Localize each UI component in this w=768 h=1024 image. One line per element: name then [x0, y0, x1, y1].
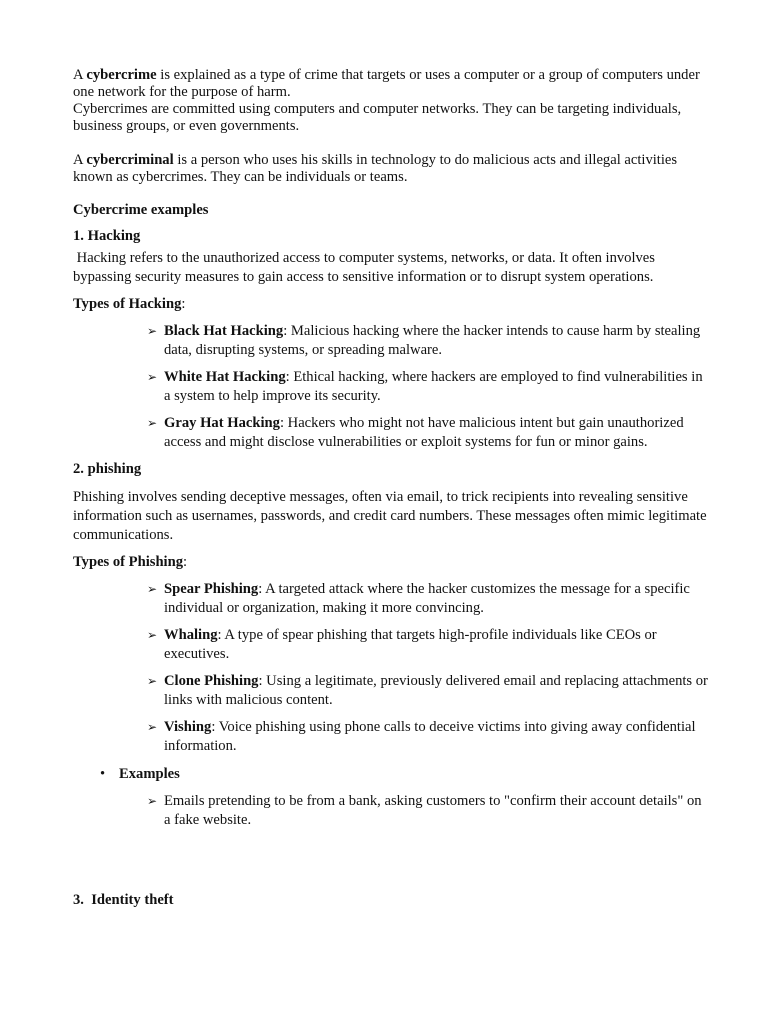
- phishing-types-label: [73, 553, 708, 572]
- list-item-term: White Hat Hacking: [164, 369, 286, 385]
- list-item: [147, 672, 708, 710]
- list-item-text: : A type of spear phishing that targets high-profile individuals like CEOs or executives.: [164, 627, 657, 662]
- list-item-term: Whaling: [164, 627, 218, 643]
- list-item-term: Gray Hat Hacking: [164, 415, 280, 431]
- hacking-types-label-text: Types of Hacking: [73, 296, 182, 312]
- list-item-term: Spear Phishing: [164, 581, 259, 597]
- phishing-types-colon: :: [183, 554, 188, 570]
- intro-p2-term: cybercriminal: [86, 152, 174, 168]
- list-item-term: Vishing: [164, 719, 212, 735]
- phishing-types-list: [73, 580, 708, 756]
- list-item-text: : Voice phishing using phone calls to deceive victims into giving away confidential information.: [164, 719, 696, 754]
- arrow-bullet-icon: ➢: [147, 324, 158, 338]
- phishing-description: Phishing involves sending deceptive messages, often via email, to trick recipients into revealing sensitive information such as usernames, passwords, and credit card numbers. These messages often mimic legitimate communications.: [73, 489, 707, 543]
- intro-p2-prefix: A: [73, 152, 87, 168]
- list-item: [147, 414, 708, 452]
- phishing-examples-list: [73, 792, 708, 830]
- intro-p1-term: cybercrime: [86, 67, 157, 83]
- examples-bullet-row: [73, 765, 708, 784]
- hacking-description: Hacking refers to the unauthorized access to computer systems, networks, or data. It often involves bypassing security measures to gain access to sensitive information or to disrupt system operations.: [73, 250, 659, 285]
- hacking-types-colon: :: [181, 296, 186, 312]
- intro-p1-rest: is explained as a type of crime that targets or uses a computer or a group of computers under one network for the purpose of harm.: [73, 67, 700, 100]
- arrow-bullet-icon: ➢: [147, 674, 158, 688]
- intro-paragraph-2: [73, 152, 708, 186]
- intro-paragraph-1-line2: Cybercrimes are committed using computers and computer networks. They can be targeting individuals, business groups, or even governments.: [73, 101, 682, 134]
- list-item-text: : Malicious hacking where the hacker intends to cause harm by stealing data, disrupting systems, or spreading malware.: [164, 323, 701, 358]
- arrow-bullet-icon: ➢: [147, 416, 158, 430]
- intro-paragraph-1: [73, 67, 708, 101]
- arrow-bullet-icon: ➢: [147, 628, 158, 642]
- examples-heading: Cybercrime examples: [73, 202, 209, 218]
- list-item: [147, 718, 708, 756]
- list-item: [147, 322, 708, 360]
- list-item-term: Black Hat Hacking: [164, 323, 284, 339]
- hacking-heading: 1. Hacking: [73, 228, 141, 244]
- arrow-bullet-icon: ➢: [147, 794, 158, 808]
- list-item: [147, 792, 708, 830]
- list-item-text: : Using a legitimate, previously delivered email and replacing attachments or links with malicious content.: [164, 673, 708, 708]
- list-item-text: : Ethical hacking, where hackers are employed to find vulnerabilities in a system to help improve its security.: [164, 369, 703, 404]
- hacking-types-list: [73, 322, 708, 452]
- intro-p1-prefix: A: [73, 67, 87, 83]
- arrow-bullet-icon: ➢: [147, 370, 158, 384]
- arrow-bullet-icon: ➢: [147, 582, 158, 596]
- intro-p2-rest: is a person who uses his skills in technology to do malicious acts and illegal activities known as cybercrimes. They can be individuals or teams.: [73, 152, 678, 185]
- list-item-text: : Hackers who might not have malicious intent but gain unauthorized access and might disclose vulnerabilities or exploit systems for fun or minor gains.: [164, 415, 684, 450]
- list-item: [147, 580, 708, 618]
- phishing-heading: 2. phishing: [73, 461, 142, 477]
- hacking-types-label: [73, 295, 708, 314]
- phishing-types-label-text: Types of Phishing: [73, 554, 184, 570]
- list-item-term: Clone Phishing: [164, 673, 259, 689]
- list-item-text: Emails pretending to be from a bank, asking customers to "confirm their account details" on a fake website.: [164, 793, 702, 828]
- bullet-dot-icon: •: [100, 766, 106, 782]
- examples-label: Examples: [119, 766, 180, 782]
- list-item: [147, 368, 708, 406]
- list-item: [147, 626, 708, 664]
- arrow-bullet-icon: ➢: [147, 720, 158, 734]
- list-item-text: : A targeted attack where the hacker customizes the message for a specific individual or organization, making it more convincing.: [164, 581, 690, 616]
- identity-theft-heading: 3. Identity theft: [73, 892, 174, 908]
